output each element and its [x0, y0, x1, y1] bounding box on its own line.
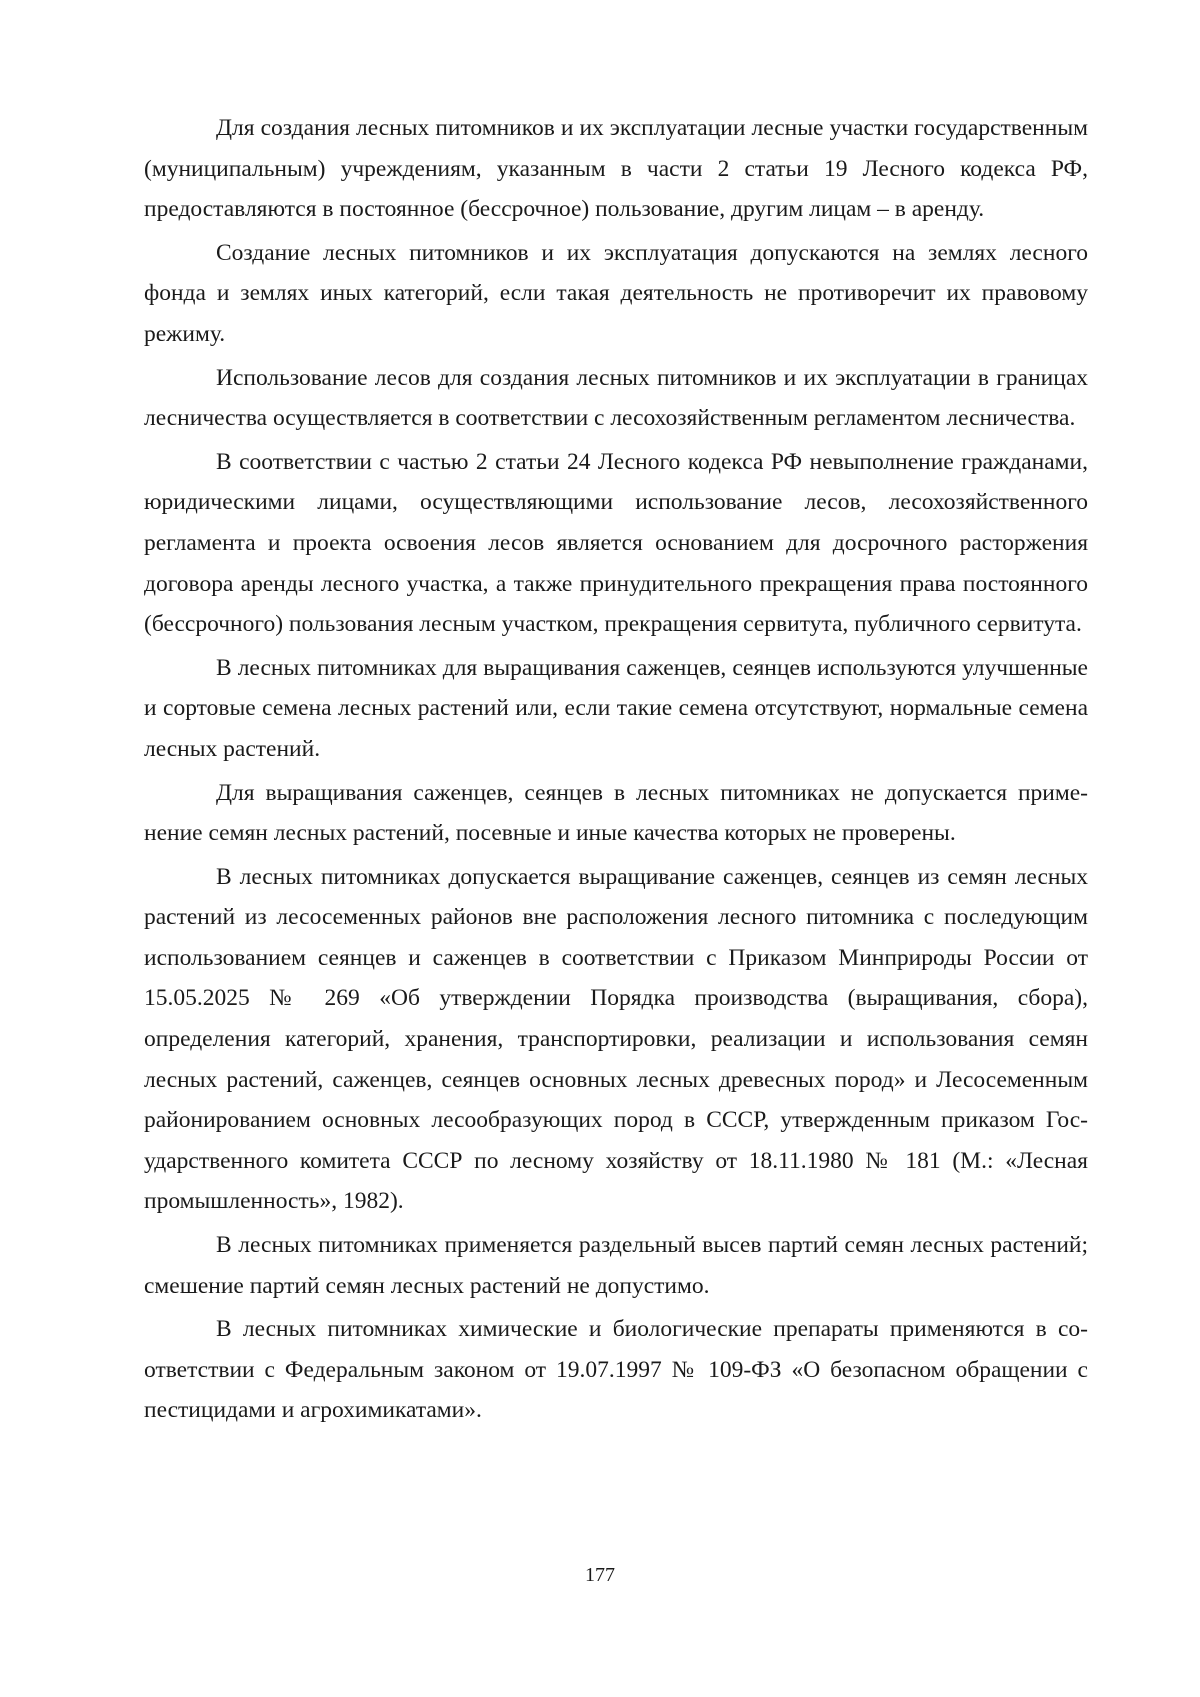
paragraph-7: В лесных питомниках допускается выращивание саженцев, сеянцев из семян лесных растений из лесосеменных районов вне расположения лесного питомника с последующим использованием сеянцев и саженцев в соответствии с Приказом Минприроды России от 15.05.2025 № 269 «Об утверждении Порядка производства (выращивания, сбора), определения категорий, хранения, транспортировки, реализации и использования семян лесных растений, саженцев, сеянцев основных лесных древесных пород» и Лесосеменным районированием основных лесообразующих пород в СССР, утвержденным приказом Государственного комитета СССР по лесному хозяйству от 18.11.1980 № 181 (М.: «Лесная промышленность», 1982).: [144, 863, 1088, 1215]
page-number: 177: [585, 1564, 615, 1586]
paragraph-2: Создание лесных питомников и их эксплуатация допускаются на землях лесного фонда и землях иных категорий, если такая деятельность не противоречит их правовому режиму.: [144, 239, 1088, 347]
paragraph-9: В лесных питомниках химические и биологические препараты применяются в соответствии с Федеральным законом от 19.07.1997 № 109-ФЗ «О безопасном обращении с пестицидами и агрохимикатами».: [144, 1316, 1088, 1424]
paragraph-3: Использование лесов для создания лесных питомников и их эксплуатации в границах лесничества осуществляется в соответствии с лесохозяйственным регламентом лесничества.: [144, 364, 1088, 432]
paragraph-4: В соответствии с частью 2 статьи 24 Лесного кодекса РФ невыполнение гражданами, юридическими лицами, осуществляющими использование лесов, лесохозяйственного регламента и проекта освоения лесов является основанием для досрочного расторжения договора аренды лесного участка, а также принудительного прекращения права постоянного (бессрочного) пользования лесным участком, прекращения сервитута, публичного сервитута.: [144, 448, 1088, 638]
paragraph-6: Для выращивания саженцев, сеянцев в лесных питомниках не допускается применение семян лесных растений, посевные и иные качества которых не проверены.: [144, 779, 1088, 847]
paragraph-8: В лесных питомниках применяется раздельный высев партий семян лесных растений; смешение партий семян лесных растений не допустимо.: [144, 1232, 1088, 1299]
paragraph-1: Для создания лесных питомников и их эксплуатации лесные участки государственным (муниципальным) учреждениям, указанным в части 2 статьи 19 Лесного кодекса РФ, предоставляются в постоянное (бессрочное) пользование, другим лицам – в аренду.: [144, 115, 1088, 223]
document-body: [144, 108, 1088, 1434]
paragraph-5: В лесных питомниках для выращивания саженцев, сеянцев используются улучшенные и сортовые семена лесных растений или, если такие семена отсутствуют, нормальные семена лесных растений.: [144, 654, 1088, 762]
